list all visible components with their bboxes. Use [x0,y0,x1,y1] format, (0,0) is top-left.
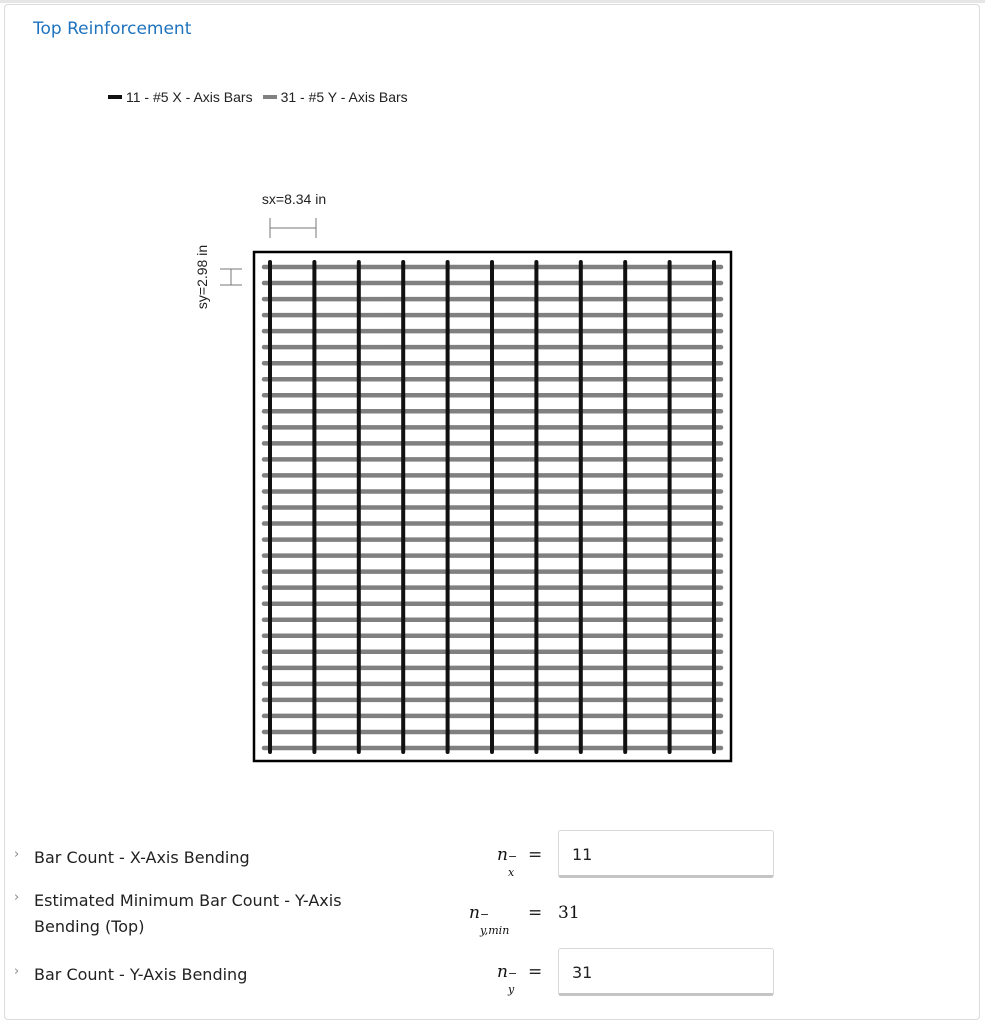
legend-y-label: 31 - #5 Y - Axis Bars [280,89,408,105]
math-sup: − [508,850,518,863]
bar-count-y-input[interactable]: 31 [558,948,774,996]
sx-label: sx=8.34 in [261,191,327,207]
chevron-right-icon[interactable]: › [14,890,20,905]
math-sub: y [508,983,515,996]
math-n: n [497,845,508,865]
legend-x-label: 11 - #5 X - Axis Bars [126,89,253,105]
chevron-right-icon[interactable]: › [14,964,20,979]
equals-sign: = [528,845,543,865]
math-symbol-nymin [440,903,520,937]
row-bar-count-y [14,962,364,988]
math-sub: x [508,866,515,879]
math-sup: − [508,967,518,980]
row-label: Bar Count - X-Axis Bending [34,848,250,867]
min-bar-count-y-value: 31 [558,903,580,923]
equals-sign: = [528,903,543,923]
row-bar-count-x [14,845,364,871]
math-n: n [469,903,480,923]
sy-label: sy=2.98 in [194,244,210,310]
math-n: n [497,962,508,982]
section-title: Top Reinforcement [33,19,192,39]
chevron-right-icon[interactable]: › [14,847,20,862]
row-label: Estimated Minimum Bar Count - Y-Axis Bending (Top) [34,891,342,936]
math-symbol-nx [460,845,520,879]
sx-dimension [262,191,326,238]
bar-count-x-input[interactable]: 11 [558,830,774,878]
sy-dimension [194,245,242,309]
math-sub: y,min [480,924,510,937]
math-symbol-ny [460,962,520,996]
row-min-bar-count-y [14,888,364,940]
math-sup: − [480,908,490,921]
equals-sign: = [528,962,543,982]
row-label: Bar Count - Y-Axis Bending [34,965,248,984]
